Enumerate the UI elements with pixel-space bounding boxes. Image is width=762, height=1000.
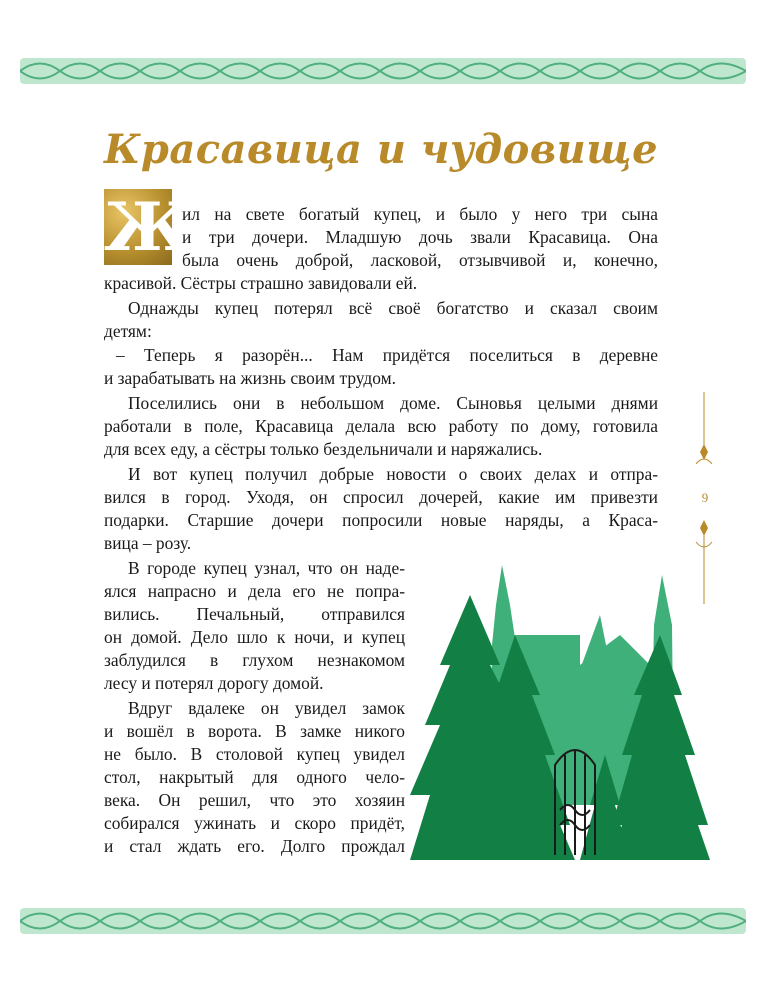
text-line: И вот купец получил добрые новости о своих делах и отпра-	[128, 464, 658, 484]
text-line: работали в поле, Красавица делала всю работу по дому, готовила	[104, 416, 658, 436]
text-line: и вошёл в ворота. В замке никого	[104, 721, 405, 741]
text-line: для всех еду, а сёстры только бездельничали и наряжались.	[104, 439, 543, 459]
text-line: не было. В столовой купец увидел	[104, 744, 405, 764]
text-line: века. Он решил, что это хозяин	[104, 790, 405, 810]
text-line: вица – розу.	[104, 533, 192, 553]
text-line: вились. Печальный, отправился	[104, 604, 405, 624]
text-line: ил на свете богатый купец, и было у него три сына	[182, 204, 658, 224]
text-line: В городе купец узнал, что он наде-	[128, 558, 405, 578]
text-line: заблудился в глухом незнакомом	[104, 650, 405, 670]
text-line: собирался ужинать и скоро придёт,	[104, 813, 405, 833]
page-number: 9	[701, 490, 709, 505]
text-line: лесу и потерял дорогу домой.	[104, 673, 324, 693]
drop-cap	[104, 188, 191, 266]
bottom-ornament-border	[20, 904, 746, 938]
text-line: подарки. Старшие дочери попросили новые наряды, а Краса-	[104, 510, 658, 530]
text-line: стол, накрытый для одного чело-	[104, 767, 405, 787]
text-line: ялся напрасно и дела его не попра-	[104, 581, 405, 601]
text-line: он домой. Дело шло к ночи, и купец	[104, 627, 405, 647]
top-ornament-border	[20, 54, 746, 88]
drop-cap-letter: Ж	[104, 188, 191, 266]
text-line: – Теперь я разорён... Нам придётся поселиться в деревне	[116, 345, 658, 365]
text-line: вился в город. Уходя, он спросил дочерей, какие им привезти	[104, 487, 658, 507]
text-line: и три дочери. Младшую дочь звали Красавица. Она	[182, 227, 658, 247]
text-line: Однажды купец потерял всё своё богатство и сказал своим	[128, 298, 658, 318]
text-line: Поселились они в небольшом доме. Сыновья целыми днями	[128, 393, 658, 413]
text-line: красивой. Сёстры страшно завидовали ей.	[104, 273, 418, 293]
text-line: и стал ждать его. Долго прождал	[104, 836, 405, 856]
text-line: Вдруг вдалеке он увидел замок	[128, 698, 405, 718]
page-title: Красавица и чудовище	[103, 126, 659, 173]
castle-forest-illustration	[410, 555, 710, 865]
text-line: и зарабатывать на жизнь своим трудом.	[104, 368, 396, 388]
text-line: детям:	[104, 321, 152, 341]
text-line: была очень доброй, ласковой, отзывчивой и, конечно,	[182, 250, 658, 270]
